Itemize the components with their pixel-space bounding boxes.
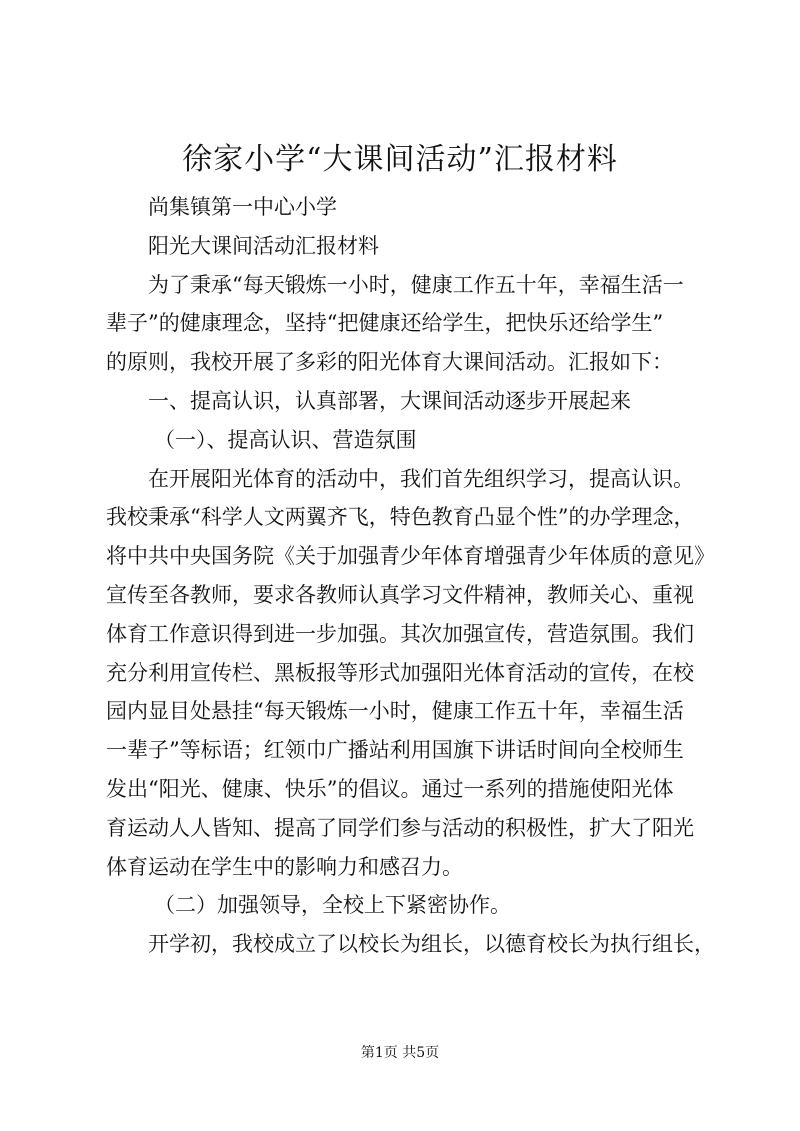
text-line: 发出“阳光、健康、快乐”的倡议。通过一系列的措施使阳光体 [106, 776, 674, 801]
text-line: 的原则，我校开展了多彩的阳光体育大课间活动。汇报如下： [106, 350, 673, 375]
section-heading: 一、提高认识，认真部署，大课间活动逐步开展起来 [148, 388, 631, 413]
text-line: 宣传至各教师，要求各教师认真学习文件精神，教师关心、重视 [106, 582, 694, 607]
text-line: 我校秉承“科学人文两翼齐飞，特色教育凸显个性”的办学理念， [106, 505, 695, 530]
page-number-footer: 第1页 共5页 [360, 1045, 440, 1061]
text-line: 园内显目处悬挂“每天锻炼一小时，健康工作五十年，幸福生活 [106, 699, 684, 724]
text-line: 育运动人人皆知、提高了同学们参与活动的积极性，扩大了阳光 [106, 815, 694, 840]
text-line: 为了秉承“每天锻炼一小时，健康工作五十年，幸福生活一 [148, 272, 684, 297]
text-line: 开学初，我校成立了以校长为组长，以德育校长为执行组长， [148, 932, 715, 957]
text-line: 一辈子”等标语；红领巾广播站利用国旗下讲话时间向全校师生 [106, 738, 684, 763]
text-line: 充分利用宣传栏、黑板报等形式加强阳光体育活动的宣传，在校 [106, 660, 694, 685]
text-line: 辈子”的健康理念，坚持“把健康还给学生，把快乐还给学生” [106, 311, 664, 336]
document-body [106, 188, 715, 964]
text-line: 体育工作意识得到进一步加强。其次加强宣传，营造氛围。我们 [106, 621, 694, 646]
subtitle-line: 阳光大课间活动汇报材料 [148, 233, 379, 258]
subsection-heading: （一）、提高认识、营造氛围 [154, 427, 417, 452]
subsection-heading: （二）加强领导，全校上下紧密协作。 [154, 893, 511, 918]
document-title: 徐家小学“大课间活动”汇报材料 [182, 142, 618, 177]
text-line: 在开展阳光体育的活动中，我们首先组织学习，提高认识。 [148, 466, 694, 491]
school-name-line: 尚集镇第一中心小学 [148, 195, 337, 219]
text-line: 将中共中央国务院《关于加强青少年体育增强青少年体质的意见》 [106, 544, 715, 569]
text-line: 体育运动在学生中的影响力和感召力。 [106, 854, 463, 879]
